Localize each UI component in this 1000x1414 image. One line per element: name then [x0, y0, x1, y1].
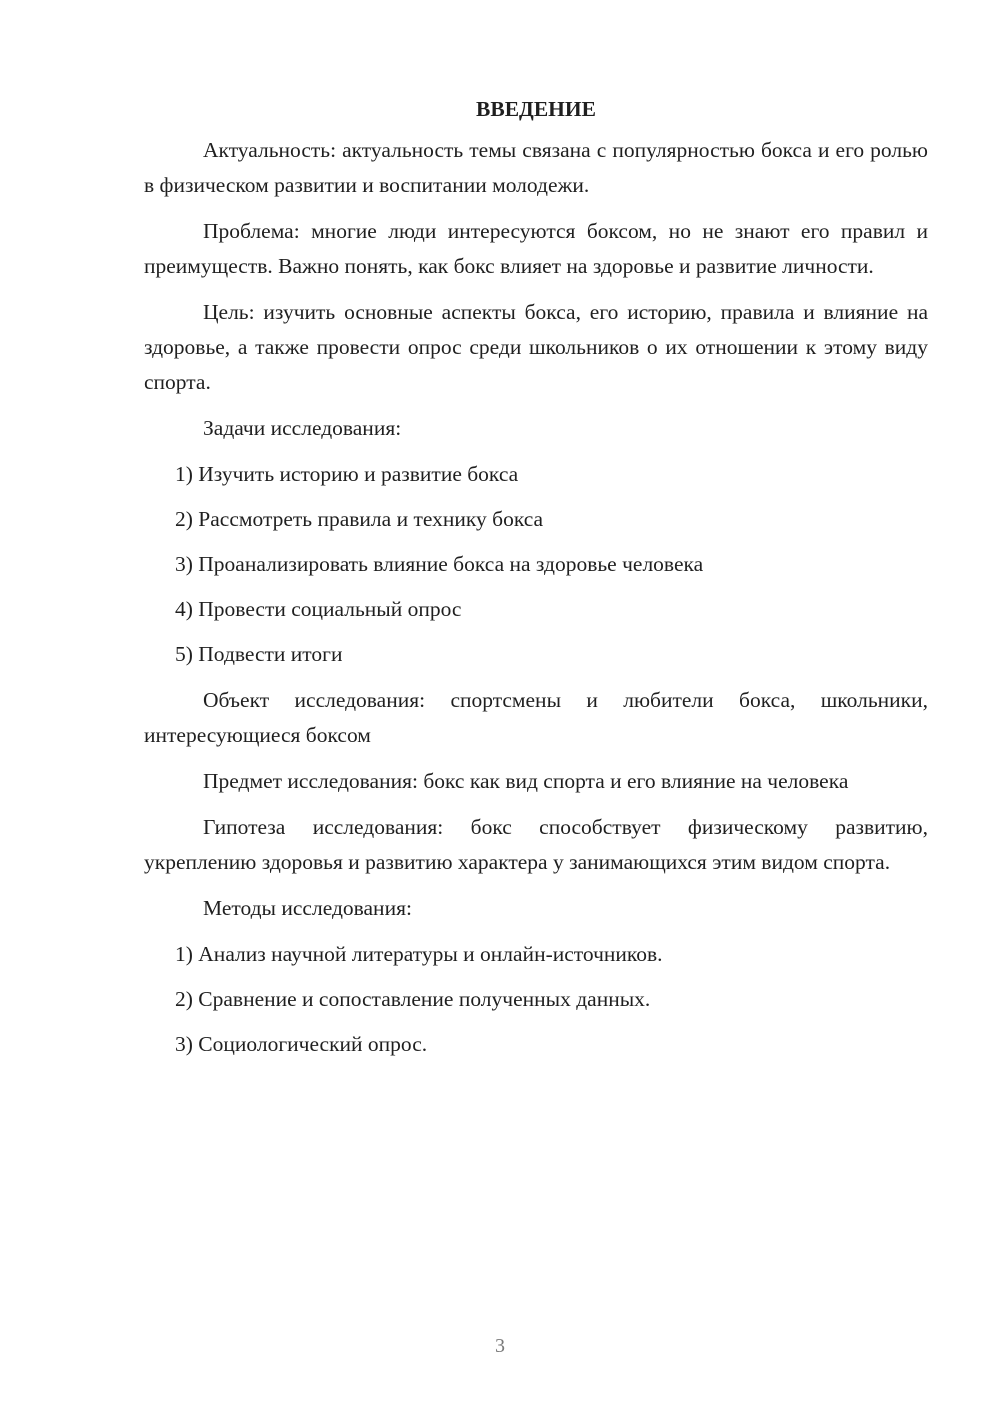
object-paragraph: Объект исследования: спортсмены и любители бокса, школьники, интересующиеся боксом: [144, 688, 928, 747]
methods-title: Методы исследования:: [203, 896, 412, 920]
problem-paragraph: Проблема: многие люди интересуются боксом, но не знают его правил и преимуществ. Важно понять, как бокс влияет на здоровье и развитие личности.: [144, 219, 928, 278]
method-item: 1) Анализ научной литературы и онлайн-источников.: [175, 942, 663, 966]
page-number: 3: [495, 1335, 505, 1357]
task-item: 5) Подвести итоги: [175, 642, 343, 666]
method-item: 2) Сравнение и сопоставление полученных данных.: [175, 987, 651, 1011]
task-item: 2) Рассмотреть правила и технику бокса: [175, 507, 544, 531]
section-heading: ВВЕДЕНИЕ: [476, 97, 596, 121]
task-item: 4) Провести социальный опрос: [175, 597, 462, 621]
methods-list: [144, 937, 928, 1062]
page-content: [144, 92, 928, 1073]
hypothesis-paragraph: Гипотеза исследования: бокс способствует физическому развитию, укреплению здоровья и развитию характера у занимающихся этим видом спорта.: [144, 815, 928, 874]
tasks-list: [144, 457, 928, 672]
task-item: 1) Изучить историю и развитие бокса: [175, 462, 519, 486]
goal-paragraph: Цель: изучить основные аспекты бокса, его историю, правила и влияние на здоровье, а также провести опрос среди школьников о их отношении к этому виду спорта.: [144, 300, 928, 394]
task-item: 3) Проанализировать влияние бокса на здоровье человека: [175, 552, 704, 576]
tasks-title: Задачи исследования:: [203, 416, 402, 440]
method-item: 3) Социологический опрос.: [175, 1032, 428, 1056]
relevance-paragraph: Актуальность: актуальность темы связана с популярностью бокса и его ролью в физическом развитии и воспитании молодежи.: [144, 138, 928, 197]
subject-paragraph: Предмет исследования: бокс как вид спорта и его влияние на человека: [203, 769, 849, 793]
